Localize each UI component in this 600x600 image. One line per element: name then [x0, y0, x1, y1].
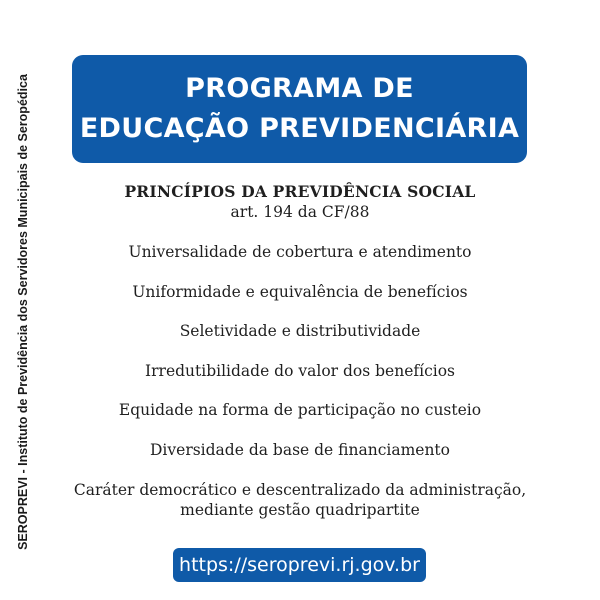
principle-carater-democratico-line1: Caráter democrático e descentralizado da administração, [73, 481, 527, 499]
side-organization-label: SEROPREVI - Instituto de Previdência dos Servidores Municipais de Seropédica [16, 74, 30, 550]
constitution-reference: art. 194 da CF/88 [230, 203, 370, 221]
principles-heading: PRINCÍPIOS DA PREVIDÊNCIA SOCIAL [124, 182, 476, 201]
principle-diversidade: Diversidade da base de financiamento [150, 441, 450, 459]
principle-equidade: Equidade na forma de participação no custeio [118, 401, 482, 419]
title-line-2: EDUCAÇÃO PREVIDENCIÁRIA [79, 113, 520, 144]
principle-seletividade: Seletividade e distributividade [179, 322, 421, 340]
principle-uniformidade: Uniformidade e equivalência de benefícios [132, 283, 468, 301]
website-url-link[interactable]: https://seroprevi.rj.gov.br [173, 548, 426, 582]
title-line-1: PROGRAMA DE [185, 73, 414, 104]
principle-carater-democratico-line2: mediante gestão quadripartite [180, 501, 420, 519]
program-title-banner [72, 55, 527, 163]
principle-universalidade: Universalidade de cobertura e atendimento [128, 243, 472, 261]
principle-irredutibilidade: Irredutibilidade do valor dos benefícios [145, 362, 455, 380]
